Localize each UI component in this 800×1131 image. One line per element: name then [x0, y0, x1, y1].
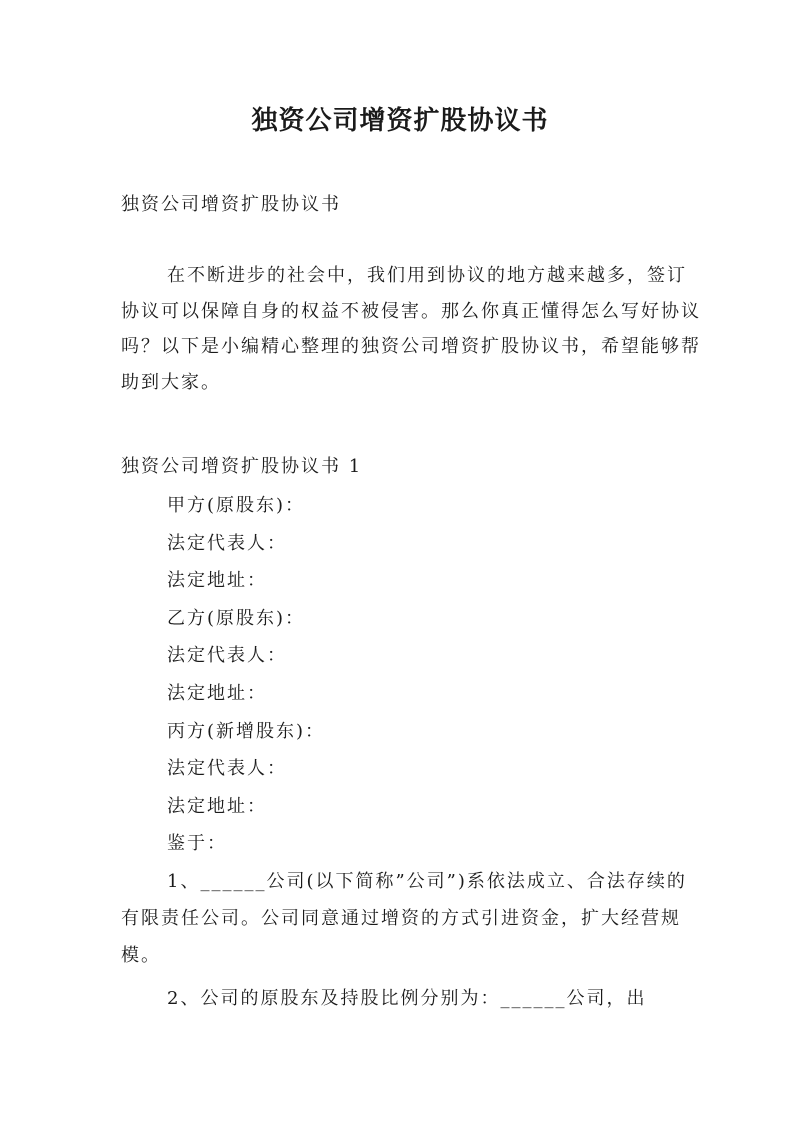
party-line-party-b: 乙方(原股东)： — [167, 607, 306, 629]
party-line-address-a: 法定地址： — [167, 570, 267, 592]
section-heading: 独资公司增资扩股协议书 1 — [121, 456, 363, 477]
whereas-line: 鉴于： — [167, 833, 227, 855]
clause-1: 1、______公司(以下简称”公司”)系依法成立、合法存续的有限责任公司。公司同意通过增资的方式引进资金，扩大经营规模。 — [121, 871, 687, 966]
party-line-legal-rep-c: 法定代表人： — [167, 758, 287, 780]
party-line-party-c: 丙方(新增股东)： — [167, 720, 326, 742]
clause-2: 2、公司的原股东及持股比例分别为：______公司，出 — [167, 988, 647, 1009]
party-list — [121, 487, 701, 863]
party-line-legal-rep-b: 法定代表人： — [167, 645, 287, 667]
document-title: 独资公司增资扩股协议书 — [251, 106, 549, 136]
party-line-legal-rep-a: 法定代表人： — [167, 532, 287, 554]
party-line-address-c: 法定地址： — [167, 795, 267, 817]
document-subtitle: 独资公司增资扩股协议书 — [121, 194, 341, 215]
party-line-party-a: 甲方(原股东)： — [167, 495, 306, 516]
intro-paragraph: 在不断进步的社会中，我们用到协议的地方越来越多，签订协议可以保障自身的权益不被侵害。那么你真正懂得怎么写好协议吗？以下是小编精心整理的独资公司增资扩股协议书，希望能够帮助到大家。 — [121, 265, 701, 393]
party-line-address-b: 法定地址： — [167, 682, 267, 704]
